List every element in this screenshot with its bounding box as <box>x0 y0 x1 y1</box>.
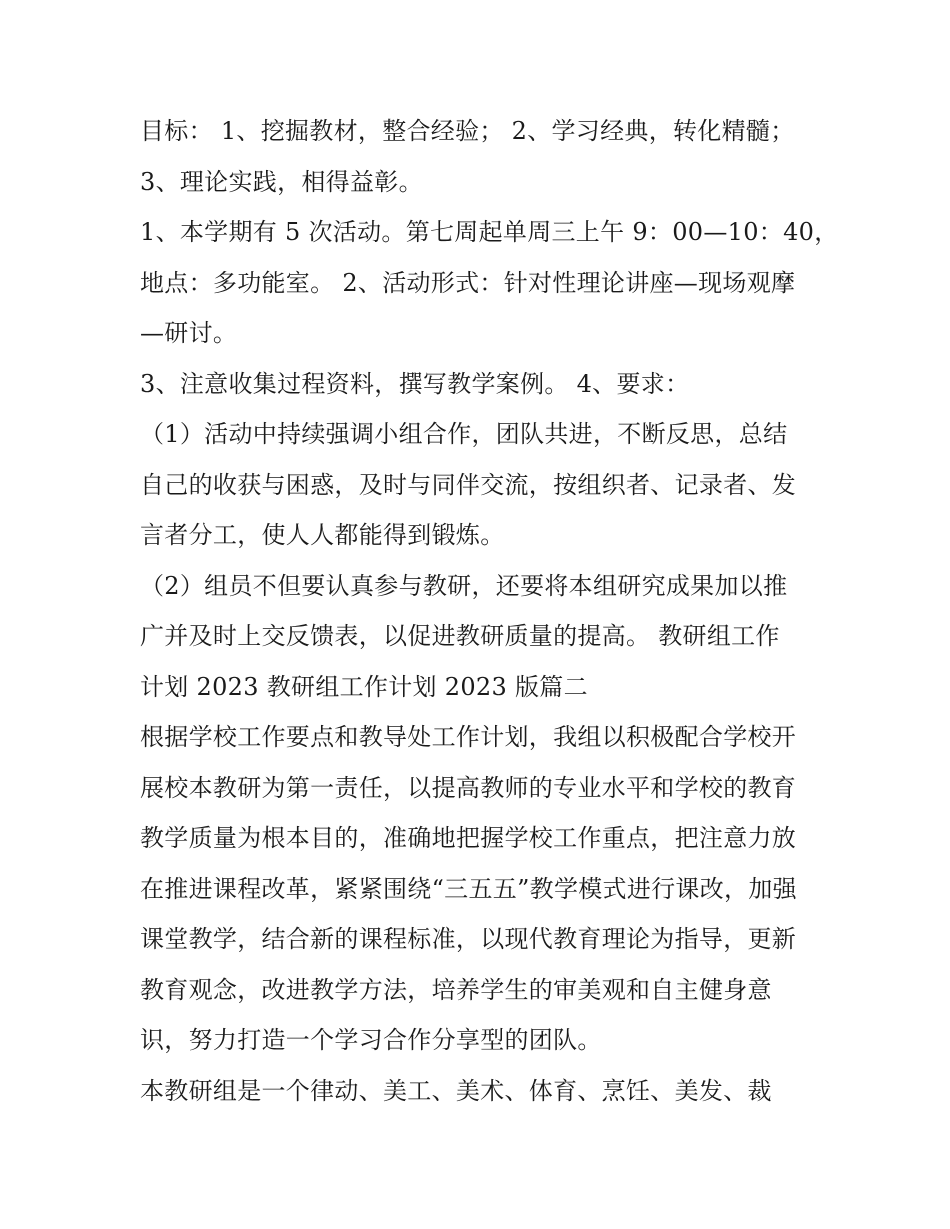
text-line: 地点：多功能室。 2、活动形式：针对性理论讲座—现场观摩 <box>140 268 796 297</box>
text-line: 教学质量为根本目的，准确地把握学校工作重点，把注意力放 <box>140 824 797 852</box>
text-line: 课堂教学，结合新的课程标准，以现代教育理论为指导，更新 <box>140 925 797 953</box>
text-line: 广并及时上交反馈表，以促进教研质量的提高。 教研组工作 <box>140 622 780 650</box>
text-line: （1）活动中持续强调小组合作，团队共进，不断反思，总结 <box>140 420 788 448</box>
text-line: 根据学校工作要点和教导处工作计划，我组以积极配合学校开 <box>140 723 797 751</box>
text-line: 目标： 1、挖掘教材，整合经验； 2、学习经典，转化精髓； <box>140 117 795 145</box>
text-line: 教育观念，改进教学方法，培养学生的审美观和自主健身意 <box>140 975 772 1004</box>
text-line: 展校本教研为第一责任，以提高教师的专业水平和学校的教育 <box>140 773 797 802</box>
text-line: 在推进课程改革，紧紧围绕“三五五”教学模式进行课改，加强 <box>140 874 797 903</box>
text-line: 1、本学期有 5 次活动。第七周起单周三上午 9：00—10：40， <box>140 218 839 246</box>
text-line: 计划 2023 教研组工作计划 2023 版篇二 <box>140 672 588 701</box>
text-line: 言者分工，使人人都能得到锻炼。 <box>140 521 505 549</box>
text-line: 3、注意收集过程资料，撰写教学案例。 4、要求： <box>140 369 690 398</box>
text-line: 自己的收获与困惑，及时与同伴交流，按组织者、记录者、发 <box>140 470 797 499</box>
text-line: （2）组员不但要认真参与教研，还要将本组研究成果加以推 <box>140 571 788 600</box>
text-line: —研讨。 <box>140 319 238 347</box>
document-body <box>140 106 839 1116</box>
text-line: 识，努力打造一个学习合作分享型的团队。 <box>140 1026 602 1054</box>
text-line: 3、理论实践，相得益彰。 <box>140 167 423 196</box>
text-line: 本教研组是一个律动、美工、美术、体育、烹饪、美发、裁 <box>140 1076 772 1105</box>
